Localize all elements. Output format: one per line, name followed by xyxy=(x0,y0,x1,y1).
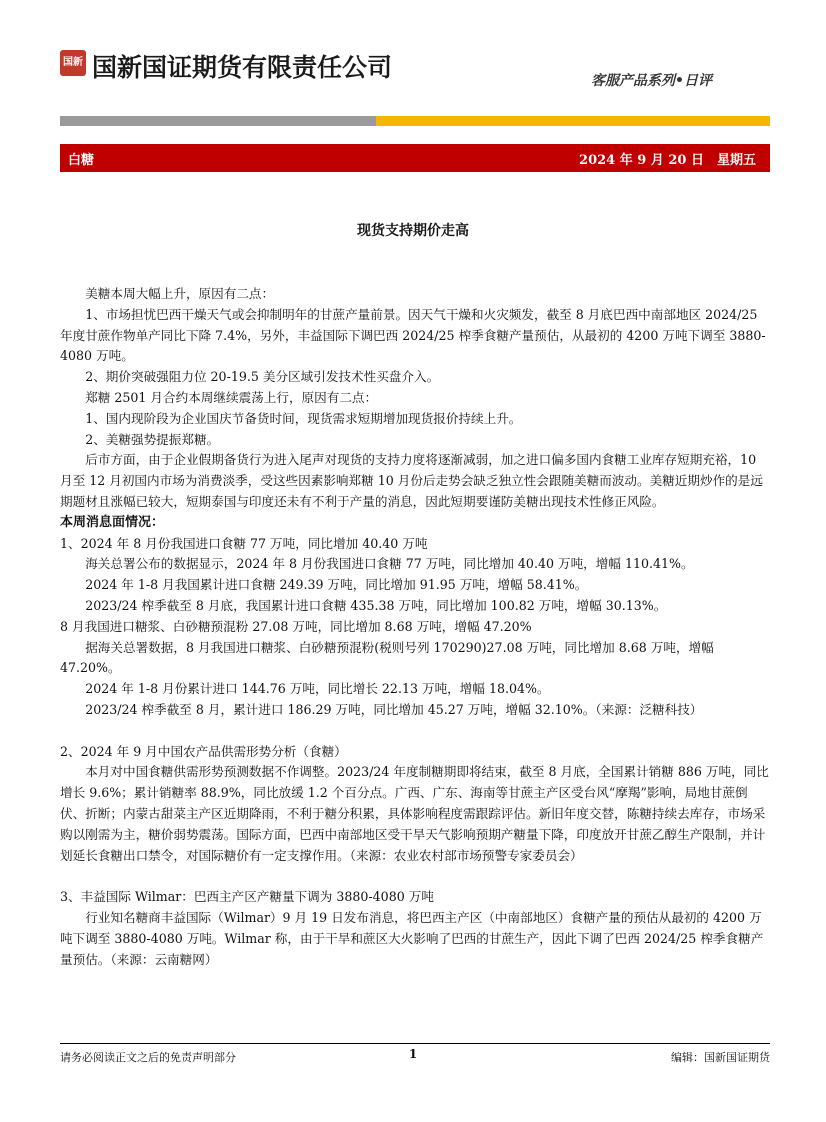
paragraph: 3、丰益国际 Wilmar：巴西主产区产糖量下调为 3880-4080 万吨 xyxy=(60,889,434,905)
category-label: 白糖 xyxy=(68,153,95,168)
header-band-gray xyxy=(60,116,376,126)
paragraph: 2024 年 1-8 月份累计进口 144.76 万吨，同比增长 22.13 万吨，增幅 18.04%。 xyxy=(85,681,550,697)
footer-disclaimer: 请务必阅读正文之后的免责声明部分 xyxy=(60,1051,236,1064)
report-date: 2024 年 9 月 20 日 星期五 xyxy=(579,153,756,168)
paragraph: 1、2024 年 8 月份我国进口食糖 77 万吨，同比增加 40.40 万吨 xyxy=(60,535,428,551)
paragraph: 美糖本周大幅上升，原因有二点： xyxy=(85,286,275,301)
paragraph: 后市方面，由于企业假期备货行为进入尾声对现货的支持力度将逐渐减弱，加之进口偏多国内食糖工业库存短期充裕，10 月至 12 月初国内市场为消费淡季，受这些因素影响郑糖 10 月份后走势会缺乏独立性会跟随美糖而波动。美糖近期炒作的是远期题材且涨幅已较大，短期泰国与印度还未有不利于产量的消息，因此短期要谨防美糖出现技术性修正风险。 xyxy=(60,452,763,509)
paragraph: 2、2024 年 9 月中国农产品供需形势分析（食糖） xyxy=(60,743,347,759)
paragraph: 8 月我国进口糖浆、白砂糖预混粉 27.08 万吨，同比增加 8.68 万吨，增幅 47.20% xyxy=(60,618,532,634)
company-logo xyxy=(60,50,86,76)
paragraph: 本月对中国食糖供需形势预测数据不作调整。2023/24 年度制糖期即将结束，截至 8 月底，全国累计销糖 886 万吨，同比增长 9.6%；累计销糖率 88.9%，同比放缓 1.2 个百分点。广西、广东、海南等甘蔗主产区受台风“摩羯”影响，局地甘蔗倒伏、折断；内蒙古甜菜主产区近期降雨，不利于糖分积累，具体影响程度需跟踪评估。新旧年度交替，陈糖持续去库存，市场采购以刚需为主，糖价弱势震荡。国际方面，巴西中南部地区受干旱天气影响预期产糖量下降，印度放开甘蔗乙醇生产限制，并计划延长食糖出口禁令，对国际糖价有一定支撑作用。（来源：农业农村部市场预警专家委员会） xyxy=(60,764,769,863)
paragraph: 1、市场担忧巴西干燥天气或会抑制明年的甘蔗产量前景。因天气干燥和火灾频发，截至 8 月底巴西中南部地区 2024/25 年度甘蔗作物单产同比下降 7.4%，另外，丰益国际下调巴西 2024/25 榨季食糖产量预估，从最初的 4200 万吨下调至 3880-4080 万吨。 xyxy=(60,306,766,364)
paragraph: 2023/24 榨季截至 8 月底，我国累计进口食糖 435.38 万吨，同比增加 100.82 万吨，增幅 30.13%。 xyxy=(85,597,667,613)
paragraph: 2024 年 1-8 月我国累计进口食糖 249.39 万吨，同比增加 91.95 万吨，增幅 58.41%。 xyxy=(85,577,588,593)
category-banner xyxy=(60,144,770,172)
footer-divider xyxy=(60,1043,770,1044)
company-name: 国新国证期货有限责任公司 xyxy=(92,53,393,82)
paragraph-gap xyxy=(60,721,770,742)
header-band-yellow xyxy=(376,116,770,126)
article-title: 现货支持期价走高 xyxy=(357,223,469,239)
paragraph: 2、期价突破强阻力位 20-19.5 美分区域引发技术性买盘介入。 xyxy=(85,369,440,385)
paragraph: 行业知名糖商丰益国际（Wilmar）9 月 19 日发布消息，将巴西主产区（中南部地区）食糖产量的预估从最初的 4200 万吨下调至 3880-4080 万吨。Wilmar 称，由于干旱和蔗区大火影响了巴西的甘蔗生产，因此下调了巴西 2024/25 榨季食糖产量预估。（来源：云南糖网） xyxy=(60,909,764,967)
paragraph: 2、美糖强势提振郑糖。 xyxy=(85,431,220,447)
paragraph: 2023/24 榨季截至 8 月，累计进口 186.29 万吨，同比增加 45.27 万吨，增幅 32.10%。（来源：泛糖科技） xyxy=(85,701,703,717)
footer-editor: 编辑：国新国证期货 xyxy=(671,1051,770,1064)
section-heading: 本周消息面情况： xyxy=(60,514,165,530)
paragraph: 1、国内现阶段为企业国庆节备货时间，现货需求短期增加现货报价持续上升。 xyxy=(85,410,522,426)
paragraph: 郑糖 2501 月合约本周继续震荡上行，原因有二点： xyxy=(85,389,378,405)
article-body xyxy=(60,284,770,970)
page-number: 1 xyxy=(408,1047,418,1061)
logo-text: 国新 xyxy=(63,57,83,68)
paragraph-gap xyxy=(60,866,770,887)
product-series: 客服产品系列•日评 xyxy=(591,73,712,89)
paragraph: 据海关总署数据，8 月我国进口糖浆、白砂糖预混粉(税则号列 170290)27.08 万吨，同比增加 8.68 万吨，增幅 47.20%。 xyxy=(60,639,714,676)
paragraph: 海关总署公布的数据显示，2024 年 8 月份我国进口食糖 77 万吨，同比增加 40.40 万吨，增幅 110.41%。 xyxy=(85,556,694,572)
